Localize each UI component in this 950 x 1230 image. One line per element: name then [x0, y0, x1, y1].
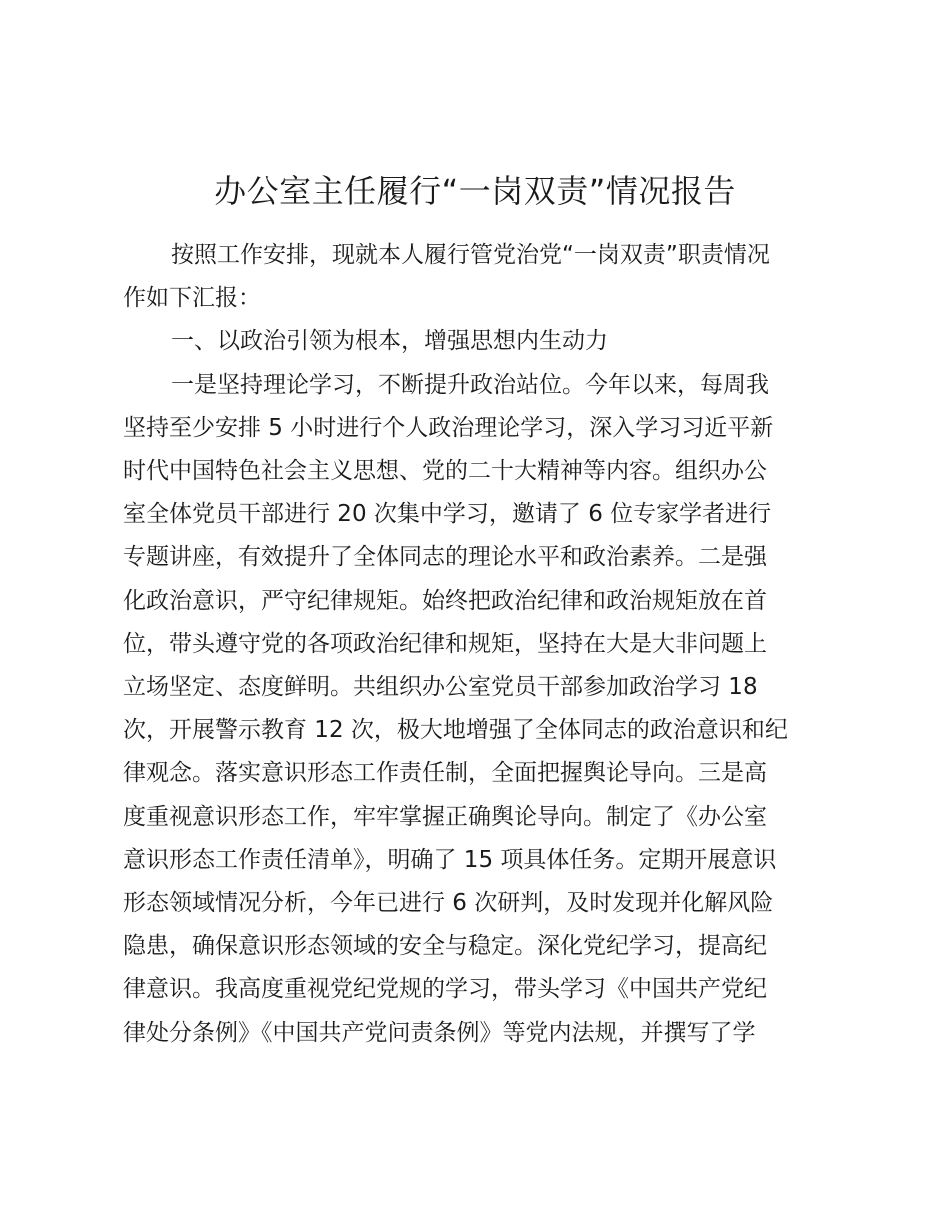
paragraph-line: 位，带头遵守党的各项政治纪律和规矩，坚持在大是大非问题上 — [123, 630, 767, 657]
paragraph-line: 度重视意识形态工作，牢牢掌握正确舆论导向。制定了《办公室 — [123, 803, 767, 830]
paragraph-line: 按照工作安排，现就本人履行管党治党“一岗双责”职责情况 — [171, 242, 770, 268]
paragraph-line: 形态领域情况分析，今年已进行 6 次研判，及时发现并化解风险 — [123, 890, 774, 917]
paragraph-line: 作如下汇报： — [123, 285, 261, 312]
paragraph-line: 隐患，确保意识形态领域的安全与稳定。深化党纪学习，提高纪 — [123, 933, 767, 960]
paragraph-line: 室全体党员干部进行 20 次集中学习，邀请了 6 位专家学者进行 — [123, 501, 772, 528]
paragraph-line: 化政治意识，严守纪律规矩。始终把政治纪律和政治规矩放在首 — [123, 587, 767, 614]
paragraph-line: 次，开展警示教育 12 次，极大地增强了全体同志的政治意识和纪 — [123, 717, 788, 744]
paragraph-line: 坚持至少安排 5 小时进行个人政治理论学习，深入学习习近平新 — [123, 414, 774, 441]
section-heading: 一、以政治引领为根本，增强思想内生动力 — [171, 328, 608, 355]
paragraph-line: 专题讲座，有效提升了全体同志的理论水平和政治素养。二是强 — [123, 544, 767, 571]
paragraph-line: 一是坚持理论学习，不断提升政治站位。今年以来，每周我 — [171, 371, 769, 398]
paragraph-line: 律观念。落实意识形态工作责任制，全面把握舆论导向。三是高 — [123, 760, 767, 787]
paragraph-line: 时代中国特色社会主义思想、党的二十大精神等内容。组织办公 — [123, 458, 767, 485]
paragraph-line: 律处分条例》《中国共产党问责条例》等党内法规，并撰写了学 — [123, 1019, 756, 1046]
paragraph-line: 意识形态工作责任清单》，明确了 15 项具体任务。定期开展意识 — [123, 846, 777, 873]
paragraph-line: 立场坚定、态度鲜明。共组织办公室党员干部参加政治学习 18 — [123, 674, 758, 701]
document-body — [123, 234, 839, 1055]
document-title: 办公室主任履行“一岗双责”情况报告 — [214, 172, 736, 210]
paragraph-line: 律意识。我高度重视党纪党规的学习，带头学习《中国共产党纪 — [123, 976, 767, 1003]
